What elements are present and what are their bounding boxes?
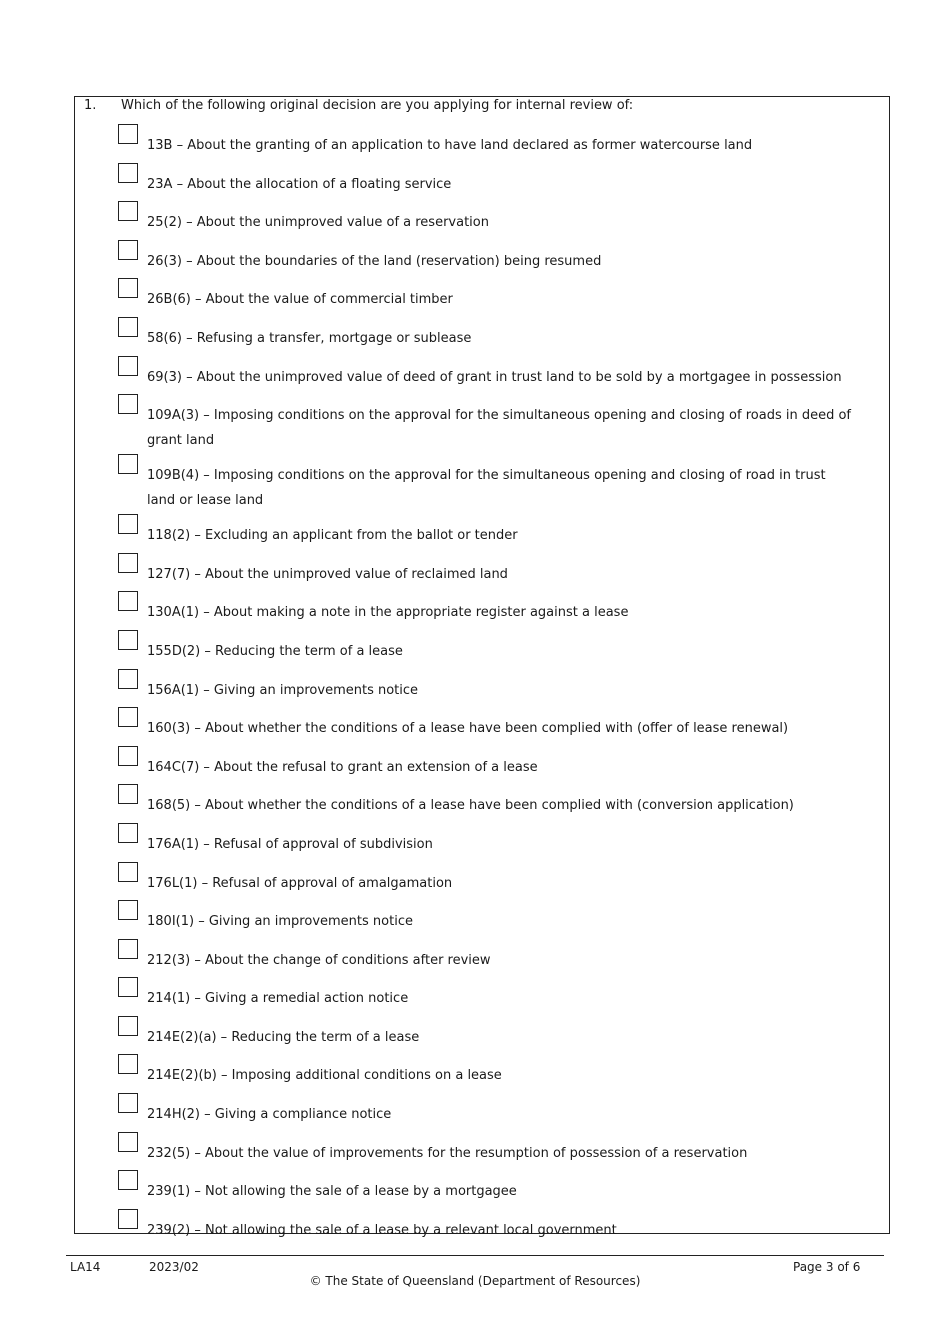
option-239-1 [117,1170,857,1209]
option-176a-1 [117,823,857,862]
option-164c-7 [117,746,857,785]
checkbox[interactable] [118,746,138,766]
option-label: 58(6) – Refusing a transfer, mortgage or sublease [147,330,472,346]
option-label: 212(3) – About the change of conditions after review [147,952,491,968]
option-label: 232(5) – About the value of improvements for the resumption of possession of a reservation [147,1145,748,1161]
form-code: LA14 [70,1260,101,1274]
option-label: 130A(1) – About making a note in the appropriate register against a lease [147,605,629,621]
copyright-notice: © The State of Queensland (Department of Resources) [309,1274,641,1288]
option-160-3 [117,707,857,746]
option-label: 23A – About the allocation of a floating service [147,176,452,192]
checkbox[interactable] [118,1054,138,1074]
option-label: 160(3) – About whether the conditions of a lease have been complied with (offer of lease renewal) [147,721,789,737]
option-label: 164C(7) – About the refusal to grant an extension of a lease [147,759,538,775]
checkbox[interactable] [118,454,138,474]
option-168-5 [117,784,857,823]
option-214e-2b [117,1054,857,1093]
checkbox[interactable] [118,630,138,650]
option-label: 26(3) – About the boundaries of the land (reservation) being resumed [147,253,602,269]
option-label: 109B(4) – Imposing conditions on the approval for the simultaneous opening and closing of road in trust land or lease land [147,468,826,509]
option-label: 155D(2) – Reducing the term of a lease [147,643,403,659]
option-label: 69(3) – About the unimproved value of deed of grant in trust land to be sold by a mortgagee in possession [147,369,842,385]
option-155d-2 [117,630,857,669]
option-label: 168(5) – About whether the conditions of a lease have been complied with (conversion application) [147,798,794,814]
checkbox[interactable] [118,939,138,959]
option-239-2 [117,1209,857,1248]
option-156a-1 [117,669,857,708]
option-214h-2 [117,1093,857,1132]
option-label: 109A(3) – Imposing conditions on the approval for the simultaneous opening and closing of roads in deed of grant land [147,408,851,449]
option-label: 239(2) – Not allowing the sale of a lease by a relevant local government [147,1222,617,1238]
checkbox[interactable] [118,201,138,221]
checkbox[interactable] [118,240,138,260]
option-label: 239(1) – Not allowing the sale of a lease by a mortgagee [147,1184,517,1200]
option-214e-2a [117,1016,857,1055]
option-label: 176A(1) – Refusal of approval of subdivision [147,836,433,852]
option-label: 176L(1) – Refusal of approval of amalgamation [147,875,453,891]
checkbox[interactable] [118,707,138,727]
option-label: 180I(1) – Giving an improvements notice [147,914,413,930]
question-text: Which of the following original decision are you applying for internal review of: [121,98,634,113]
checkbox[interactable] [118,977,138,997]
checkbox[interactable] [118,823,138,843]
option-176l-1 [117,862,857,901]
checkbox[interactable] [118,124,138,144]
option-26b-6 [117,278,857,317]
checkbox[interactable] [118,1132,138,1152]
checkbox[interactable] [118,1016,138,1036]
option-130a-1 [117,591,857,630]
option-127-7 [117,553,857,592]
option-212-3 [117,939,857,978]
option-180i-1 [117,900,857,939]
option-214-1 [117,977,857,1016]
option-109b-4 [117,454,857,514]
option-58-6 [117,317,857,356]
checkbox[interactable] [118,591,138,611]
option-label: 118(2) – Excluding an applicant from the ballot or tender [147,528,518,544]
option-label: 214H(2) – Giving a compliance notice [147,1107,392,1123]
option-label: 13B – About the granting of an application to have land declared as former watercourse land [147,138,753,153]
option-232-5 [117,1132,857,1171]
checkbox[interactable] [118,553,138,573]
checkbox[interactable] [118,1093,138,1113]
checkbox[interactable] [118,1209,138,1229]
checkbox[interactable] [118,278,138,298]
form-version: 2023/02 [149,1260,199,1274]
checkbox[interactable] [118,163,138,183]
checkbox[interactable] [118,317,138,337]
option-25-2 [117,201,857,240]
option-26-3 [117,240,857,279]
checkbox[interactable] [118,862,138,882]
checkbox[interactable] [118,1170,138,1190]
checkbox[interactable] [118,900,138,920]
option-23a [117,163,857,202]
checkbox[interactable] [118,784,138,804]
option-label: 25(2) – About the unimproved value of a reservation [147,215,489,231]
checkbox[interactable] [118,514,138,534]
question-number: 1. [84,98,97,113]
option-label: 156A(1) – Giving an improvements notice [147,682,419,698]
checkbox[interactable] [118,669,138,689]
page-number: Page 3 of 6 [793,1260,861,1274]
option-label: 214(1) – Giving a remedial action notice [147,991,409,1007]
footer-divider [66,1255,884,1256]
option-label: 214E(2)(b) – Imposing additional conditions on a lease [147,1068,502,1084]
option-label: 26B(6) – About the value of commercial timber [147,292,453,308]
checkbox[interactable] [118,356,138,376]
option-label: 127(7) – About the unimproved value of reclaimed land [147,566,508,582]
option-118-2 [117,514,857,553]
option-69-3 [117,356,857,395]
option-label: 214E(2)(a) – Reducing the term of a lease [147,1029,420,1045]
decision-options-list [117,124,857,1247]
option-13b [117,124,857,163]
option-109a-3 [117,394,857,454]
checkbox[interactable] [118,394,138,414]
